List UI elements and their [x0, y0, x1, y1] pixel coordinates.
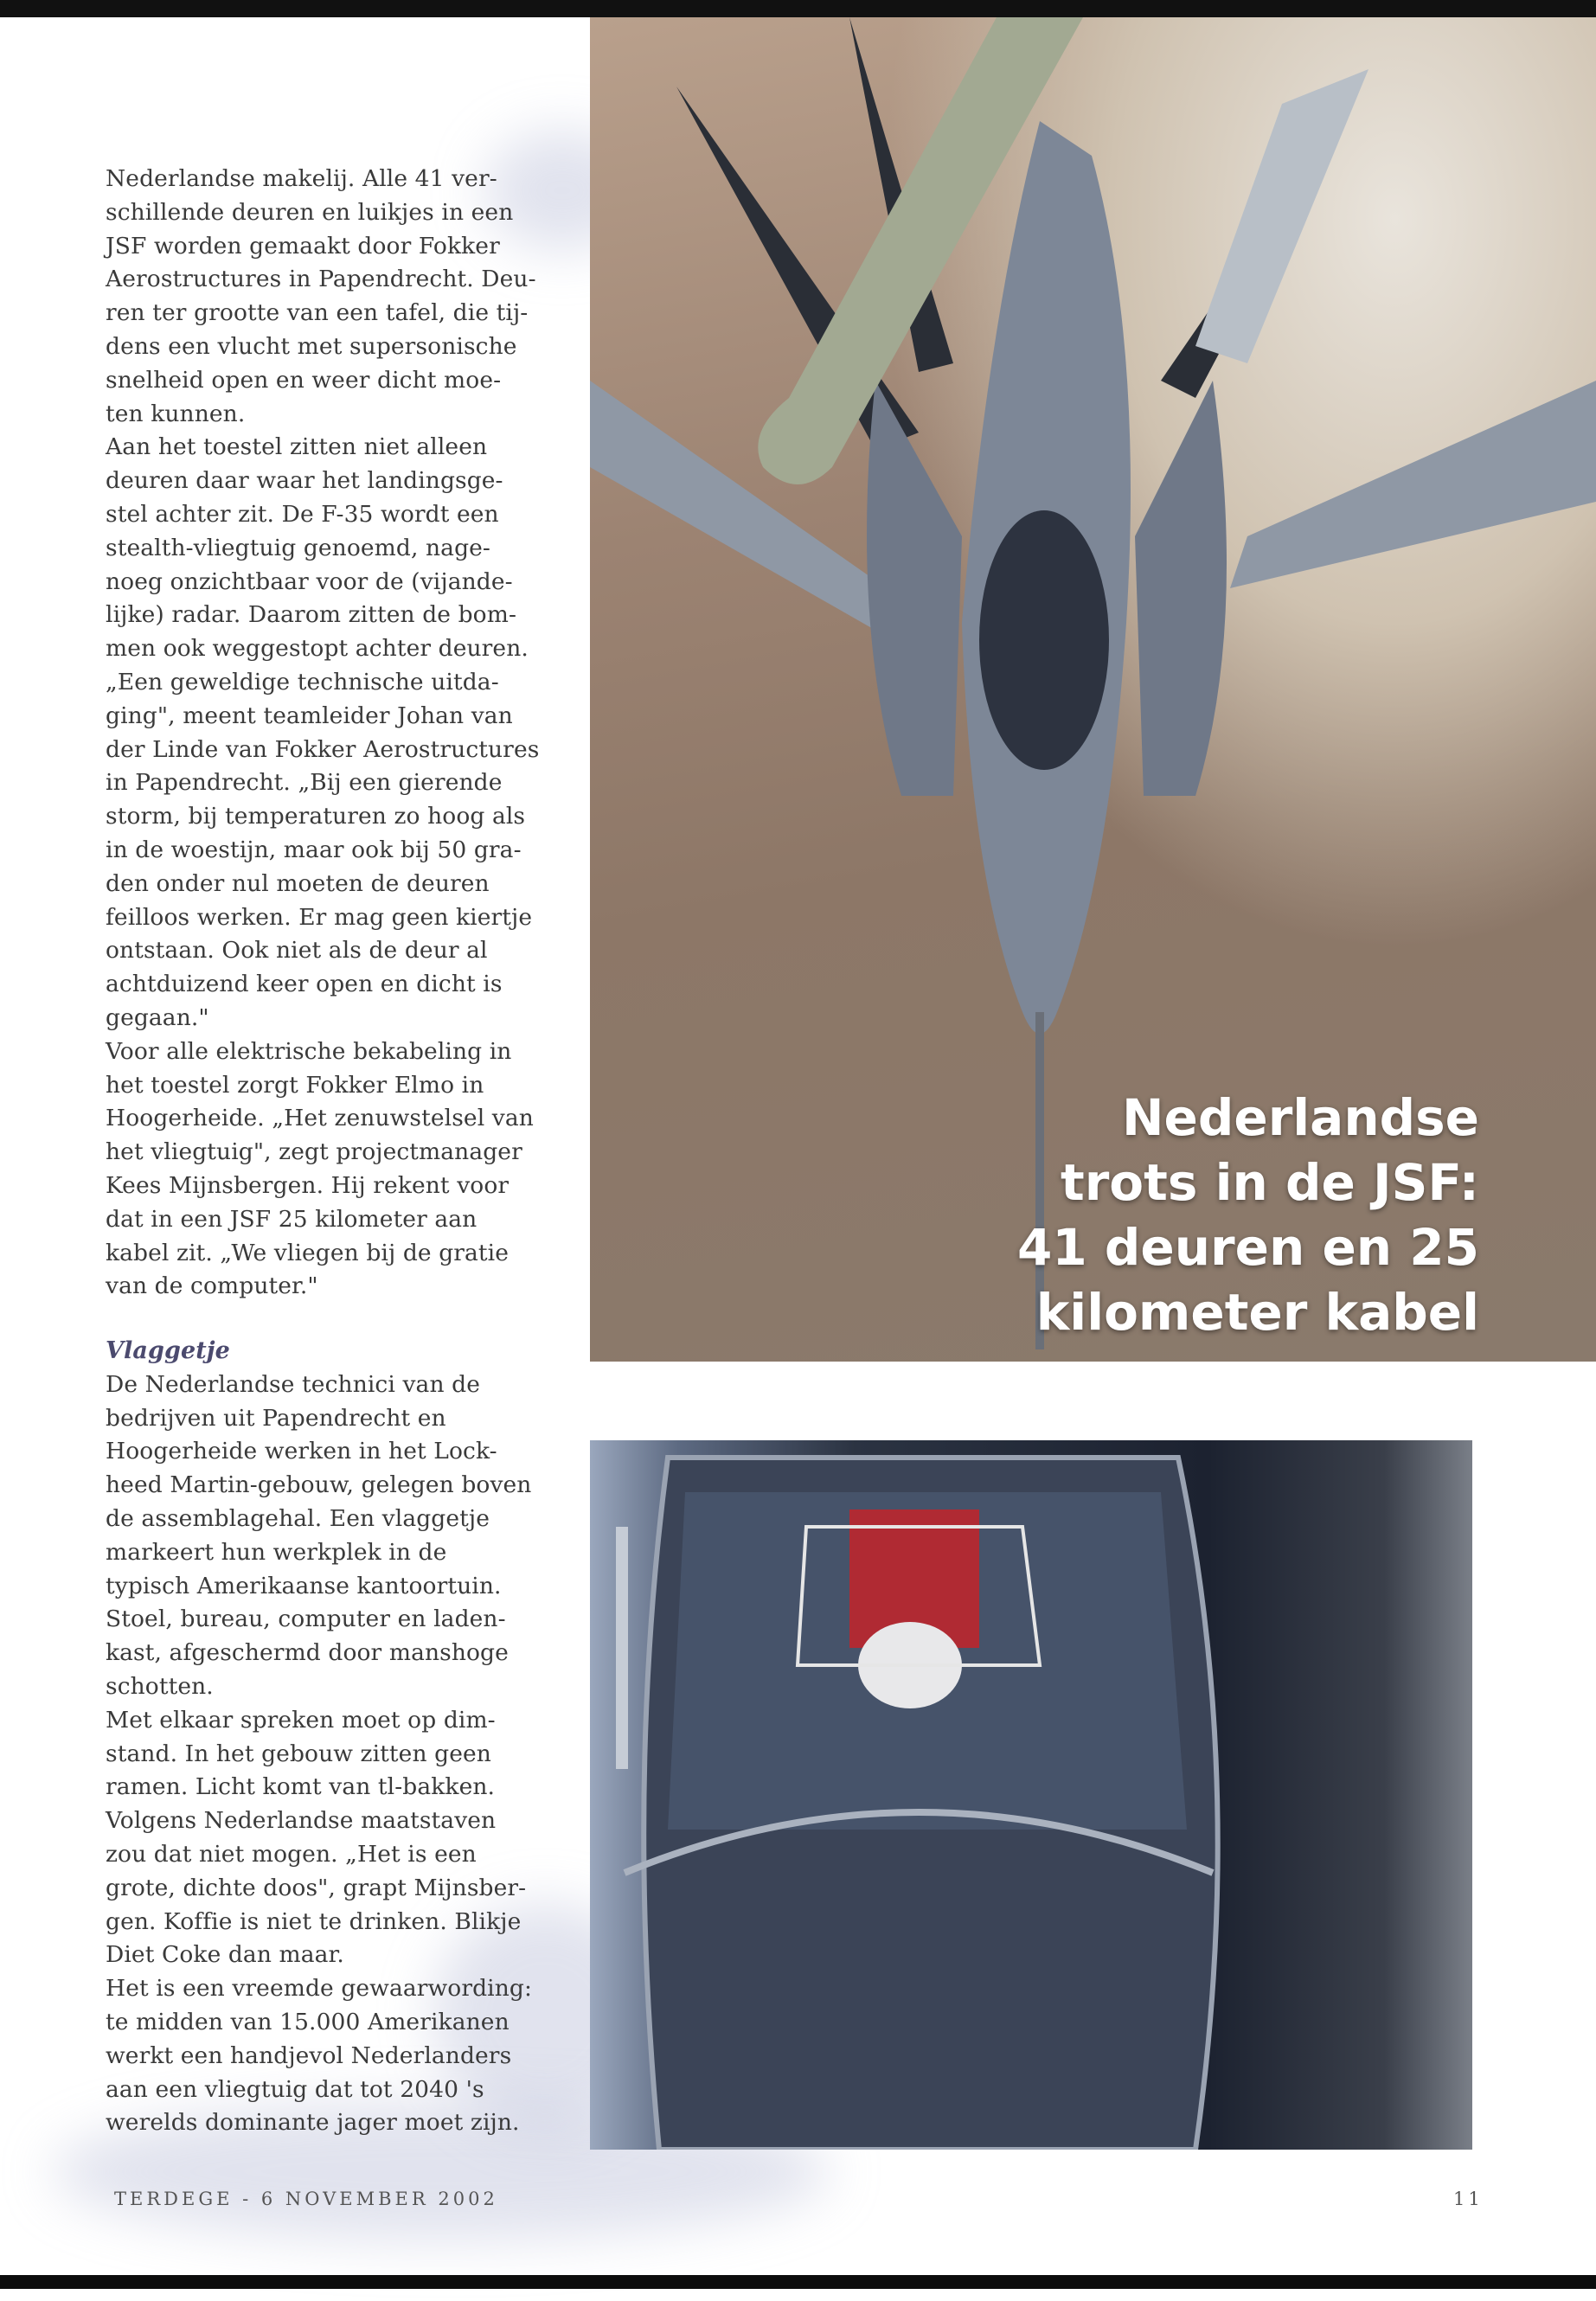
text-line: dat in een JSF 25 kilometer aan: [106, 1205, 478, 1233]
text-line: het toestel zorgt Fokker Elmo in: [106, 1071, 484, 1099]
text-line: schotten.: [106, 1673, 214, 1701]
text-line: Nederlandse makelij. Alle 41 ver-: [106, 165, 497, 192]
text-line: kabel zit. „We vliegen bij de gratie: [106, 1239, 510, 1266]
text-line: Volgens Nederlandse maatstaven: [106, 1807, 497, 1835]
text-line: storm, bij temperaturen zo hoog als: [106, 803, 526, 830]
paragraph: [106, 163, 555, 431]
text-line: werelds dominante jager moet zijn.: [106, 2109, 520, 2137]
headline-line: kilometer kabel: [1035, 1283, 1479, 1342]
text-line: Diet Coke dan maar.: [106, 1941, 344, 1969]
subheading: Vlaggetje: [106, 1337, 230, 1365]
paragraph: [106, 431, 555, 1035]
text-line: Stoel, bureau, computer en laden-: [106, 1606, 506, 1633]
text-line: Hoogerheide. „Het zenuwstelsel van: [106, 1105, 534, 1132]
text-line: Het is een vreemde gewaarwording:: [106, 1975, 533, 2003]
top-border: [0, 0, 1596, 17]
text-line: Aan het toestel zitten niet alleen: [106, 433, 488, 461]
text-line: het vliegtuig", zegt projectmanager: [106, 1138, 522, 1166]
text-line: deuren daar waar het landingsge-: [106, 467, 503, 495]
text-line: grote, dichte doos", grapt Mijnsber-: [106, 1874, 527, 1901]
text-line: JSF worden gemaakt door Fokker: [106, 232, 500, 260]
page-number: 11: [1453, 2189, 1484, 2209]
text-line: feilloos werken. Er mag geen kiertje: [106, 903, 533, 931]
photo-headline: [1017, 1086, 1479, 1345]
headline-line: trots in de JSF:: [1060, 1153, 1479, 1212]
paragraph: [106, 1704, 555, 1972]
article-column: [106, 163, 555, 2140]
text-line: der Linde van Fokker Aerostructures: [106, 735, 540, 763]
text-line: zou dat niet mogen. „Het is een: [106, 1841, 477, 1868]
text-line: stel achter zit. De F-35 wordt een: [106, 500, 499, 528]
text-line: men ook weggestopt achter deuren.: [106, 635, 529, 663]
text-line: dens een vlucht met supersonische: [106, 332, 517, 360]
text-line: kast, afgeschermd door manshoge: [106, 1639, 509, 1667]
text-line: snelheid open en weer dicht moe-: [106, 366, 502, 394]
text-line: werkt een handjevol Nederlanders: [106, 2041, 512, 2069]
text-line: stealth-vliegtuig genoemd, nage-: [106, 534, 490, 561]
text-line: ten kunnen.: [106, 400, 246, 427]
text-line: Met elkaar spreken moet op dim-: [106, 1706, 496, 1734]
text-line: Hoogerheide werken in het Lock-: [106, 1438, 497, 1465]
text-line: noeg onzichtbaar voor de (vijande-: [106, 567, 513, 595]
paragraph: [106, 1972, 555, 2140]
text-line: heed Martin-gebouw, gelegen boven: [106, 1471, 532, 1499]
text-line: De Nederlandse technici van de: [106, 1370, 480, 1398]
cockpit-photo: [590, 1440, 1472, 2150]
text-line: achtduizend keer open en dicht is: [106, 971, 503, 998]
headline-line: 41 deuren en 25: [1016, 1218, 1479, 1277]
text-line: lijke) radar. Daarom zitten de bom-: [106, 601, 517, 629]
text-line: stand. In het gebouw zitten geen: [106, 1740, 491, 1767]
text-line: aan een vliegtuig dat tot 2040 's: [106, 2075, 484, 2103]
footer-publication: TERDEGE - 6 NOVEMBER 2002: [114, 2189, 498, 2209]
cockpit-illustration: [590, 1440, 1472, 2150]
text-line: gegaan.": [106, 1003, 209, 1031]
text-line: Aerostructures in Papendrecht. Deu-: [106, 266, 536, 293]
text-line: in Papendrecht. „Bij een gierende: [106, 769, 503, 797]
text-line: de assemblagehal. Een vlaggetje: [106, 1505, 490, 1533]
text-line: te midden van 15.000 Amerikanen: [106, 2009, 510, 2036]
text-line: ren ter grootte van een tafel, die tij-: [106, 299, 529, 327]
paragraph: [106, 1368, 555, 1704]
text-line: markeert hun werkplek in de: [106, 1538, 447, 1566]
text-line: van de computer.": [106, 1272, 318, 1300]
jet-refueling-photo: [590, 17, 1596, 1362]
bottom-border: [0, 2275, 1596, 2289]
text-line: Kees Mijnsbergen. Hij rekent voor: [106, 1171, 510, 1199]
paragraph: [106, 1035, 555, 1304]
text-line: „Een geweldige technische uitda-: [106, 668, 499, 695]
text-line: in de woestijn, maar ook bij 50 gra-: [106, 836, 522, 863]
text-line: Voor alle elektrische bekabeling in: [106, 1037, 512, 1065]
text-line: bedrijven uit Papendrecht en: [106, 1404, 446, 1432]
headline-line: Nederlandse: [1121, 1088, 1479, 1147]
text-line: gen. Koffie is niet te drinken. Blikje: [106, 1907, 522, 1935]
text-line: ontstaan. Ook niet als de deur al: [106, 937, 488, 965]
text-line: schillende deuren en luikjes in een: [106, 198, 514, 226]
text-line: typisch Amerikaanse kantoortuin.: [106, 1572, 502, 1599]
text-line: den onder nul moeten de deuren: [106, 869, 490, 897]
text-line: ramen. Licht komt van tl-bakken.: [106, 1773, 496, 1801]
text-line: ging", meent teamleider Johan van: [106, 702, 513, 729]
